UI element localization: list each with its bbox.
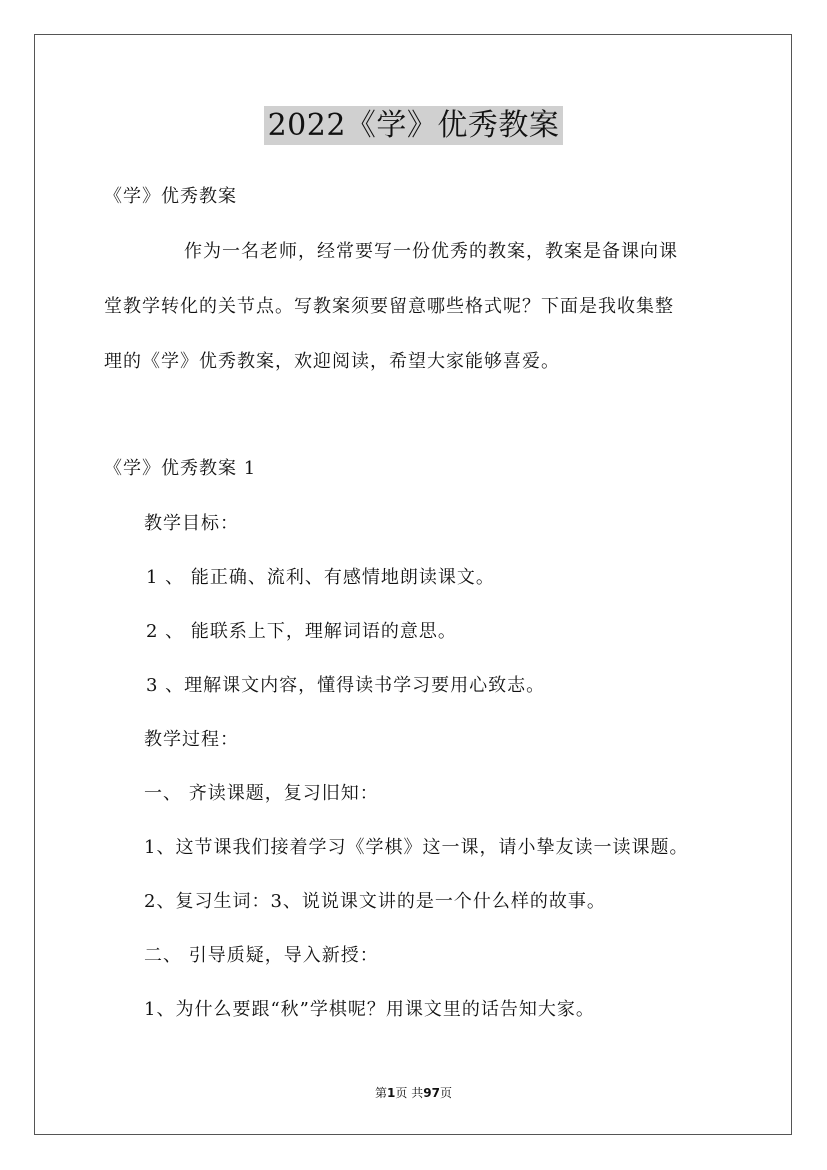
body-line: 2 、 能联系上下，理解词语的意思。 xyxy=(146,621,457,642)
intro-line-1: 作为一名老师，经常要写一份优秀的教案，教案是备课向课 xyxy=(184,241,678,262)
document-title-wrap xyxy=(0,100,827,144)
body-line: 1 、 能正确、流利、有感情地朗读课文。 xyxy=(146,567,495,588)
page-total: 97 xyxy=(423,1086,440,1100)
page-number: 1 xyxy=(387,1086,396,1100)
body-line: 3 、理解课文内容，懂得读书学习要用心致志。 xyxy=(146,675,546,696)
page-label: 第 xyxy=(375,1086,388,1100)
page-mid: 页 共 xyxy=(395,1086,424,1100)
body-line: 2、复习生词：3、说说课文讲的是一个什么样的故事。 xyxy=(144,891,606,912)
body-line: 一、 齐读课题，复习旧知： xyxy=(144,783,379,804)
body-line: 1、这节课我们接着学习《学棋》这一课，请小挚友读一读课题。 xyxy=(144,837,689,858)
page-footer xyxy=(0,1084,827,1101)
document-title: 2022《学》优秀教案 xyxy=(264,106,564,145)
body-line: 教学目标： xyxy=(144,513,239,534)
body-line: 教学过程： xyxy=(144,729,239,750)
intro-line-2: 堂教学转化的关节点。写教案须要留意哪些格式呢？下面是我收集整 xyxy=(104,296,674,317)
body-line: 二、 引导质疑，导入新授： xyxy=(144,945,379,966)
subtitle: 《学》优秀教案 xyxy=(104,186,237,207)
intro-line-3: 理的《学》优秀教案，欢迎阅读，希望大家能够喜爱。 xyxy=(104,351,560,372)
section-heading: 《学》优秀教案 1 xyxy=(104,458,257,479)
body-line: 1、为什么要跟“秋”学棋呢？用课文里的话告知大家。 xyxy=(144,999,595,1020)
page-end: 页 xyxy=(439,1086,452,1100)
